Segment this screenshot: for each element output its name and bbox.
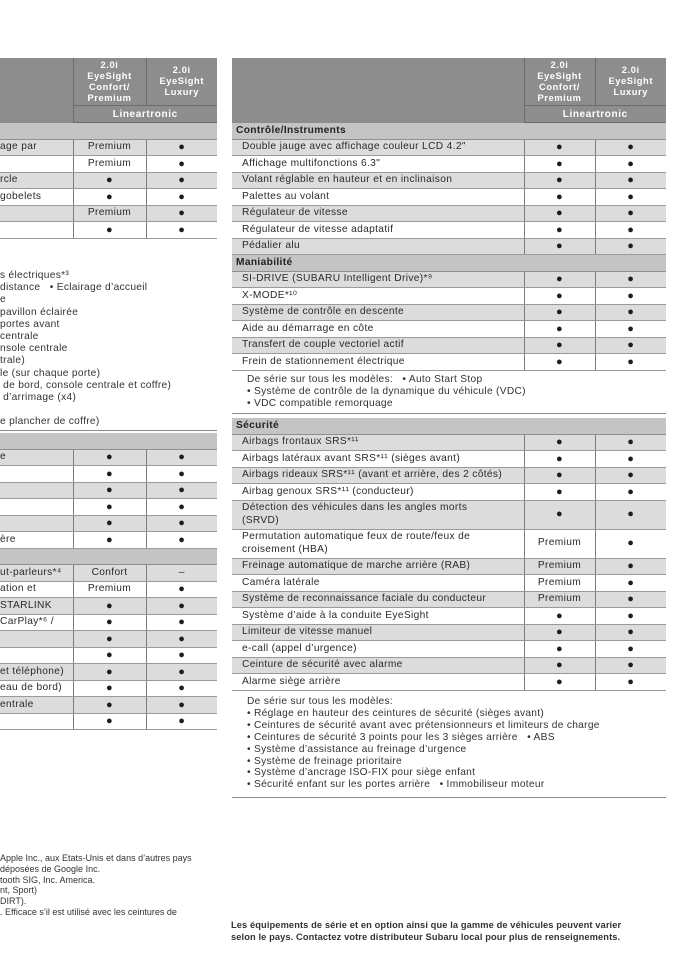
standard-dot-icon: ● (73, 499, 146, 516)
standard-dot-icon: ● (524, 238, 595, 255)
table-row (0, 565, 217, 582)
availability-value: Premium (73, 205, 146, 222)
table-row (232, 484, 666, 501)
header-blank (0, 58, 73, 123)
standard-dot-icon: ● (524, 271, 595, 288)
table-row (232, 139, 666, 156)
standard-dot-icon: ● (73, 515, 146, 532)
note-line: • Ceintures de sécurité 3 points pour les 3 sièges arrière • ABS (247, 731, 555, 743)
standard-dot-icon: ● (146, 697, 217, 714)
availability-value: Premium (73, 581, 146, 598)
standard-dot-icon: ● (73, 598, 146, 615)
header-col-confort-premium: 2.0i EyeSight Confort/ Premium (524, 58, 595, 106)
feature-label: e (0, 449, 73, 466)
feature-label (0, 631, 73, 648)
note-line: • Système de freinage prioritaire (247, 755, 403, 767)
feature-label: ation et (0, 581, 73, 598)
standard-dot-icon: ● (595, 674, 666, 691)
note-line: trale) (0, 355, 26, 367)
left-spec-table (0, 58, 217, 239)
standard-dot-icon: ● (524, 172, 595, 189)
table-row (232, 467, 666, 484)
feature-label (0, 515, 73, 532)
standard-dot-icon: ● (146, 532, 217, 549)
note-line: s électriques*³ (0, 270, 70, 281)
note-line: De série sur tous les modèles: (247, 696, 394, 707)
standard-dot-icon: ● (524, 337, 595, 354)
feature-label: Régulateur de vitesse adaptatif (232, 222, 524, 239)
availability-value: Premium (73, 139, 146, 156)
table-row (0, 598, 217, 615)
table-row (232, 172, 666, 189)
section-header (0, 123, 217, 140)
feature-label: Système de reconnaissance faciale du conducteur (232, 591, 524, 608)
standard-dot-icon: ● (73, 482, 146, 499)
standard-dot-icon: ● (595, 558, 666, 575)
table-row (0, 664, 217, 681)
table-row (232, 354, 666, 371)
table-row (232, 608, 666, 625)
table-row (0, 205, 217, 222)
standard-dot-icon: ● (146, 631, 217, 648)
standard-dot-icon: ● (524, 354, 595, 371)
section-header (232, 418, 666, 434)
standard-dot-icon: ● (73, 697, 146, 714)
feature-label: CarPlay*⁶ / (0, 614, 73, 631)
table-row (0, 515, 217, 532)
section-securite (232, 418, 666, 690)
standard-dot-icon: ● (595, 139, 666, 156)
section-title (0, 123, 217, 140)
table-row (0, 222, 217, 239)
standard-dot-icon: ● (146, 139, 217, 156)
note-line: déposées de Google Inc. (0, 863, 101, 874)
standard-dot-icon: ● (73, 614, 146, 631)
divider (0, 430, 217, 431)
standard-dot-icon: ● (524, 674, 595, 691)
feature-label: Transfert de couple vectoriel actif (232, 337, 524, 354)
note-line: e (0, 294, 6, 306)
standard-dot-icon: ● (73, 466, 146, 483)
standard-dot-icon: ● (524, 500, 595, 529)
standard-dot-icon: ● (146, 189, 217, 206)
standard-dot-icon: ● (595, 205, 666, 222)
note-line: centrale (0, 331, 39, 343)
standard-dot-icon: ● (524, 624, 595, 641)
feature-label: Caméra latérale (232, 575, 524, 592)
table-row (0, 647, 217, 664)
note-line: • Ceintures de sécurité avant avec prétensionneurs et limiteurs de charge (247, 719, 600, 731)
standard-dot-icon: ● (146, 156, 217, 173)
disclaimer: Les équipements de série et en option ainsi que la gamme de véhicules peuvent varier selon le pays. Contactez votre distributeur Subaru local pour plus de renseignements. (231, 920, 622, 942)
standard-dot-icon: ● (146, 205, 217, 222)
feature-label: entrale (0, 697, 73, 714)
feature-label: Palettes au volant (232, 189, 524, 206)
standard-dot-icon: ● (146, 664, 217, 681)
standard-dot-icon: ● (524, 189, 595, 206)
feature-label: Pédalier alu (232, 238, 524, 255)
table-row (0, 697, 217, 714)
standard-dot-icon: ● (595, 451, 666, 468)
standard-dot-icon: ● (146, 499, 217, 516)
standard-dot-icon: ● (73, 664, 146, 681)
divider (232, 797, 666, 798)
feature-label: SI-DRIVE (SUBARU Intelligent Drive)*⁹ (232, 271, 524, 288)
section-maniabilite (232, 255, 666, 371)
header-blank (232, 58, 524, 123)
standard-dot-icon: ● (146, 598, 217, 615)
table-row (0, 499, 217, 516)
standard-dot-icon: ● (524, 139, 595, 156)
standard-dot-icon: ● (595, 608, 666, 625)
note-line: • Système d’ancrage ISO-FIX pour siège enfant (247, 767, 476, 779)
standard-dot-icon: ● (73, 222, 146, 239)
table-row (0, 449, 217, 466)
note-line: • Sécurité enfant sur les portes arrière • Immobiliseur moteur (247, 779, 545, 791)
table-row (232, 624, 666, 641)
availability-value: Premium (73, 156, 146, 173)
table-row (0, 482, 217, 499)
standard-dot-icon: ● (595, 337, 666, 354)
standard-dot-icon: ● (73, 172, 146, 189)
feature-label: Airbag genoux SRS*¹¹ (conducteur) (232, 484, 524, 501)
standard-dot-icon: ● (73, 532, 146, 549)
section-title (0, 548, 217, 565)
note-line: DIRT). (0, 896, 27, 907)
standard-dot-icon: ● (524, 657, 595, 674)
standard-dot-icon: ● (146, 172, 217, 189)
note-line: • Réglage en hauteur des ceintures de sécurité (sièges avant) (247, 707, 545, 719)
feature-label: Frein de stationnement électrique (232, 354, 524, 371)
feature-label: et téléphone) (0, 664, 73, 681)
feature-label: Volant réglable en hauteur et en inclinaison (232, 172, 524, 189)
standard-dot-icon: ● (595, 529, 666, 558)
table-row (0, 614, 217, 631)
section-header (0, 433, 217, 449)
standard-dot-icon: ● (595, 321, 666, 338)
header-col-luxury: 2.0i EyeSight Luxury (595, 58, 666, 106)
feature-label (0, 713, 73, 730)
maniabilite-notes (247, 374, 526, 411)
availability-value: Premium (524, 591, 595, 608)
table-row (232, 222, 666, 239)
note-line: distance • Eclairage d’accueil (0, 282, 148, 294)
feature-label: ère (0, 532, 73, 549)
table-row (0, 156, 217, 173)
note-line: nt, Sport) (0, 885, 38, 896)
standard-dot-icon: ● (524, 608, 595, 625)
standard-dot-icon: ● (595, 222, 666, 239)
note-line: pavillon éclairée (0, 306, 79, 318)
availability-value: Confort (73, 565, 146, 582)
note-line: d’arrimage (x4) (0, 392, 77, 404)
note-line: Apple Inc., aux Etats-Unis et dans d’autres pays (0, 853, 192, 863)
standard-dot-icon: ● (595, 484, 666, 501)
section-title: Maniabilité (232, 255, 666, 272)
right-spec-table-securite (232, 418, 666, 691)
table-row (0, 581, 217, 598)
table-row (232, 205, 666, 222)
feature-label: rcle (0, 172, 73, 189)
standard-dot-icon: ● (595, 304, 666, 321)
feature-label: Alarme siège arrière (232, 674, 524, 691)
note-line: portes avant (0, 318, 60, 330)
standard-dot-icon: ● (146, 222, 217, 239)
standard-dot-icon: ● (595, 467, 666, 484)
table-row (232, 575, 666, 592)
table-row (0, 532, 217, 549)
note-line: De série sur tous les modèles: • Auto Start Stop (247, 374, 483, 385)
table-row (232, 271, 666, 288)
section-header (232, 123, 666, 140)
standard-dot-icon: ● (595, 641, 666, 658)
feature-label: Aide au démarrage en côte (232, 321, 524, 338)
feature-label (0, 482, 73, 499)
table-row (232, 288, 666, 305)
feature-label: age par (0, 139, 73, 156)
divider (232, 413, 666, 414)
feature-label: Double jauge avec affichage couleur LCD 4.2" (232, 139, 524, 156)
table-row (232, 337, 666, 354)
table-row (0, 189, 217, 206)
standard-dot-icon: ● (524, 205, 595, 222)
note-line (0, 404, 171, 416)
standard-dot-icon: ● (146, 680, 217, 697)
feature-label: Airbags latéraux avant SRS*¹¹ (sièges avant) (232, 451, 524, 468)
standard-dot-icon: ● (524, 467, 595, 484)
feature-label: STARLINK (0, 598, 73, 615)
note-line: . Efficace s’il est utilisé avec les ceintures de (0, 906, 177, 917)
table-row (0, 631, 217, 648)
standard-dot-icon: ● (73, 189, 146, 206)
table-row (232, 500, 666, 529)
standard-dot-icon: ● (146, 482, 217, 499)
left-rows-a (0, 123, 217, 239)
table-row (232, 238, 666, 255)
table-row (232, 451, 666, 468)
feature-label: Ceinture de sécurité avec alarme (232, 657, 524, 674)
feature-label: Permutation automatique feux de route/feux de croisement (HBA) (232, 529, 524, 558)
feature-label (0, 499, 73, 516)
table-row (232, 591, 666, 608)
feature-label (0, 222, 73, 239)
standard-dot-icon: ● (524, 222, 595, 239)
standard-dot-icon: ● (146, 581, 217, 598)
table-row (232, 529, 666, 558)
feature-label: Système d’aide à la conduite EyeSight (232, 608, 524, 625)
availability-value: Premium (524, 529, 595, 558)
feature-label: Régulateur de vitesse (232, 205, 524, 222)
feature-label (0, 156, 73, 173)
standard-dot-icon: ● (595, 657, 666, 674)
feature-label: eau de bord) (0, 680, 73, 697)
section-header (232, 255, 666, 272)
note-line: e plancher de coffre) (0, 416, 100, 428)
section-title (0, 433, 217, 449)
feature-label (0, 466, 73, 483)
left-rows-b (0, 433, 217, 730)
table-row (0, 466, 217, 483)
securite-notes (247, 696, 600, 791)
header-transmission: Lineartronic (524, 106, 666, 123)
feature-label: Affichage multifonctions 6.3" (232, 156, 524, 173)
section-title: Sécurité (232, 418, 666, 434)
feature-label: gobelets (0, 189, 73, 206)
feature-label: Système de contrôle en descente (232, 304, 524, 321)
standard-dot-icon: ● (73, 647, 146, 664)
standard-dot-icon: ● (595, 189, 666, 206)
feature-label: Airbags frontaux SRS*¹¹ (232, 434, 524, 451)
standard-dot-icon: ● (595, 238, 666, 255)
standard-dot-icon: ● (524, 641, 595, 658)
feature-label: X-MODE*¹⁰ (232, 288, 524, 305)
section-header (0, 548, 217, 565)
header-col-confort-premium: 2.0i EyeSight Confort/ Premium (73, 58, 146, 106)
note-line: • VDC compatible remorquage (247, 398, 393, 410)
feature-label (0, 647, 73, 664)
table-row (232, 321, 666, 338)
note-line: le (sur chaque porte) (0, 367, 101, 379)
table-row (232, 674, 666, 691)
standard-dot-icon: ● (595, 500, 666, 529)
standard-dot-icon: ● (595, 624, 666, 641)
standard-dot-icon: ● (146, 647, 217, 664)
table-row (0, 713, 217, 730)
standard-dot-icon: ● (524, 484, 595, 501)
standard-dot-icon: ● (524, 304, 595, 321)
standard-dot-icon: ● (146, 713, 217, 730)
note-line: • Système d’assistance au freinage d’urgence (247, 743, 467, 755)
note-line: nsole centrale (0, 343, 68, 355)
standard-dot-icon: ● (146, 449, 217, 466)
feature-label: ut-parleurs*⁴ (0, 565, 73, 582)
feature-label: Limiteur de vitesse manuel (232, 624, 524, 641)
feature-label: Airbags rideaux SRS*¹¹ (avant et arrière, des 2 côtés) (232, 467, 524, 484)
standard-dot-icon: ● (73, 680, 146, 697)
availability-value: – (146, 565, 217, 582)
standard-dot-icon: ● (595, 591, 666, 608)
note-line: de bord, console centrale et coffre) (0, 379, 172, 391)
standard-dot-icon: ● (595, 575, 666, 592)
header-transmission: Lineartronic (73, 106, 217, 123)
footnotes (0, 853, 222, 918)
table-row (232, 657, 666, 674)
feature-label: Freinage automatique de marche arrière (RAB) (232, 558, 524, 575)
feature-label: e-call (appel d’urgence) (232, 641, 524, 658)
availability-value: Premium (524, 558, 595, 575)
section-title: Contrôle/Instruments (232, 123, 666, 140)
standard-dot-icon: ● (146, 515, 217, 532)
standard-dot-icon: ● (73, 713, 146, 730)
table-row (0, 172, 217, 189)
note-line: • Système de contrôle de la dynamique du véhicule (VDC) (247, 386, 526, 398)
standard-dot-icon: ● (524, 321, 595, 338)
table-row (232, 189, 666, 206)
standard-dot-icon: ● (524, 156, 595, 173)
standard-dot-icon: ● (146, 614, 217, 631)
standard-dot-icon: ● (73, 631, 146, 648)
table-row (232, 304, 666, 321)
standard-dot-icon: ● (595, 156, 666, 173)
section-controle (232, 123, 666, 255)
standard-dot-icon: ● (595, 172, 666, 189)
standard-dot-icon: ● (595, 434, 666, 451)
note-line: tooth SIG, Inc. America. (0, 874, 96, 885)
header-col-luxury: 2.0i EyeSight Luxury (146, 58, 217, 106)
table-row (232, 641, 666, 658)
left-notes (0, 270, 171, 429)
feature-label (0, 205, 73, 222)
standard-dot-icon: ● (524, 451, 595, 468)
standard-dot-icon: ● (595, 354, 666, 371)
standard-dot-icon: ● (595, 271, 666, 288)
standard-dot-icon: ● (524, 434, 595, 451)
feature-label: Détection des véhicules dans les angles morts (SRVD) (232, 500, 524, 529)
table-row (0, 680, 217, 697)
standard-dot-icon: ● (146, 466, 217, 483)
table-row (232, 434, 666, 451)
table-row (232, 156, 666, 173)
standard-dot-icon: ● (595, 288, 666, 305)
table-row (0, 139, 217, 156)
availability-value: Premium (524, 575, 595, 592)
table-row (232, 558, 666, 575)
standard-dot-icon: ● (73, 449, 146, 466)
right-spec-table (232, 58, 666, 371)
left-spec-table-2 (0, 433, 217, 730)
standard-dot-icon: ● (524, 288, 595, 305)
